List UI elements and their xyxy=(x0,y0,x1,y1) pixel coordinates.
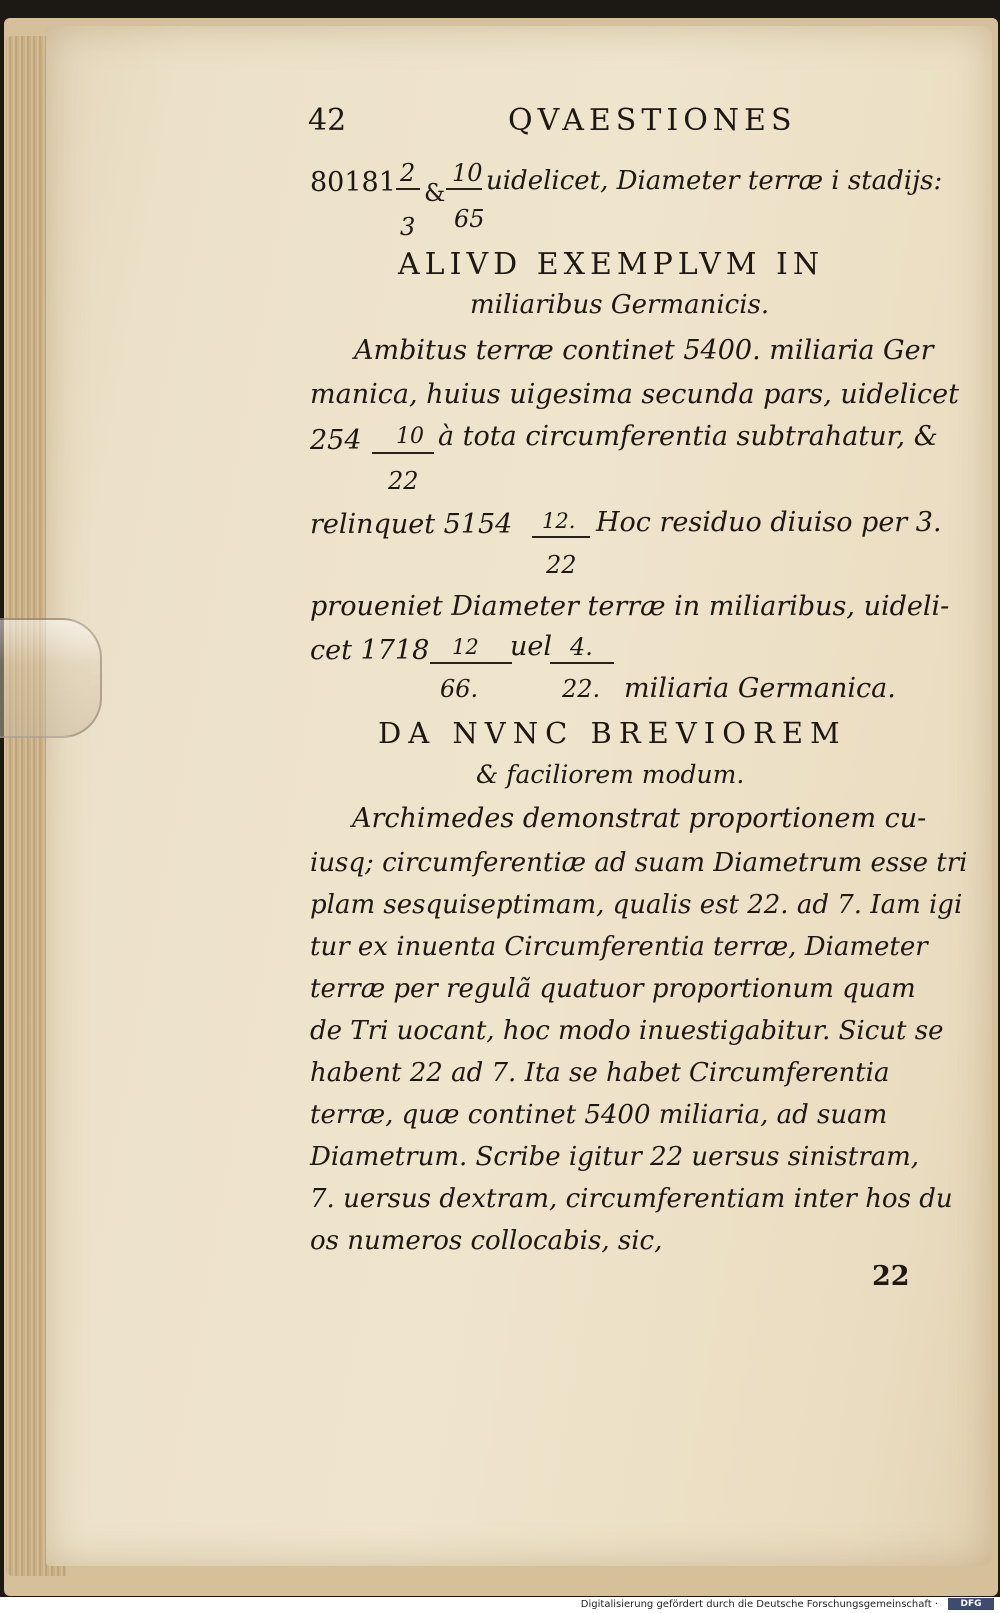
text-line: manica, huius uigesima secunda pars, uidelicet xyxy=(310,379,959,410)
footer-bar xyxy=(0,1597,1000,1613)
fraction-bar xyxy=(550,662,614,664)
text-line: os numeros collocabis, sic, xyxy=(310,1226,663,1256)
running-title: QVAESTIONES xyxy=(508,103,797,138)
fraction-bar xyxy=(446,188,482,190)
section-heading: ALIVD EXEMPLVM IN xyxy=(398,247,825,282)
fraction-numerator: 10 xyxy=(452,159,483,187)
fraction-denominator: 66. xyxy=(440,675,479,703)
fraction-numerator: 4. xyxy=(570,633,593,661)
text-word-uel: uel xyxy=(510,631,553,662)
fraction-bar xyxy=(372,452,434,454)
funding-credit: Digitalisierung gefördert durch die Deutsche Forschungsgemeinschaft · xyxy=(580,1599,938,1610)
text-line: terræ, quæ continet 5400 miliaria, ad suam xyxy=(310,1100,888,1130)
text-line: Diametrum. Scribe igitur 22 uersus sinistram, xyxy=(310,1142,920,1172)
fraction-bar xyxy=(532,536,590,538)
fraction-numerator: 10 xyxy=(396,424,424,449)
fraction-denominator: 22. xyxy=(562,675,601,703)
page-clip xyxy=(0,618,102,738)
text-line: uidelicet, Diameter terræ i stadijs: xyxy=(486,166,943,196)
fraction-bar xyxy=(430,662,512,664)
catchword: 22 xyxy=(872,1261,910,1292)
page-number: 42 xyxy=(308,103,347,138)
text-line: à tota circumferentia subtrahatur, & xyxy=(438,421,938,452)
text-line: 7. uersus dextram, circumferentiam inter hos du xyxy=(310,1184,953,1214)
section-heading: DA NVNC BREVIOREM xyxy=(378,716,847,750)
text-line: plam sesquiseptimam, qualis est 22. ad 7. Iam igi xyxy=(310,890,963,920)
ampersand: & xyxy=(424,179,446,207)
text-line: proueniet Diameter terræ in miliaribus, uideli- xyxy=(310,591,950,622)
text-line: miliaria Germanica. xyxy=(624,673,896,704)
text-line: iusq; circumferentiæ ad suam Diametrum esse tri xyxy=(310,848,968,878)
number-80181: 80181 xyxy=(310,167,396,198)
fraction-bar xyxy=(396,188,420,190)
fraction-numerator: 12 xyxy=(452,635,479,659)
section-subheading: miliaribus Germanicis. xyxy=(470,290,770,320)
text-line: Ambitus terræ continet 5400. miliaria Ger xyxy=(354,335,934,366)
fraction-denominator: 3 xyxy=(400,213,416,241)
text-line: habent 22 ad 7. Ita se habet Circumferentia xyxy=(310,1058,890,1088)
fraction-denominator: 65 xyxy=(454,205,485,233)
text-line: relinquet 5154 xyxy=(310,509,513,540)
fraction-denominator: 22 xyxy=(388,467,419,495)
text-line: Archimedes demonstrat proportionem cu- xyxy=(352,803,927,834)
section-subheading: & faciliorem modum. xyxy=(476,760,745,789)
text-line: terræ per regulã quatuor proportionum quam xyxy=(310,974,916,1004)
text-line: Hoc residuo diuiso per 3. xyxy=(596,507,942,538)
dfg-logo: DFG xyxy=(948,1598,994,1610)
fraction-numerator: 2 xyxy=(400,159,416,187)
fraction-numerator: 12. xyxy=(542,509,576,533)
text-line: cet 1718 xyxy=(310,635,430,666)
number-254: 254 xyxy=(310,425,362,456)
text-line: de Tri uocant, hoc modo inuestigabitur. Sicut se xyxy=(310,1016,944,1046)
fraction-denominator: 22 xyxy=(546,551,577,579)
text-line: tur ex inuenta Circumferentia terræ, Diameter xyxy=(310,932,928,962)
